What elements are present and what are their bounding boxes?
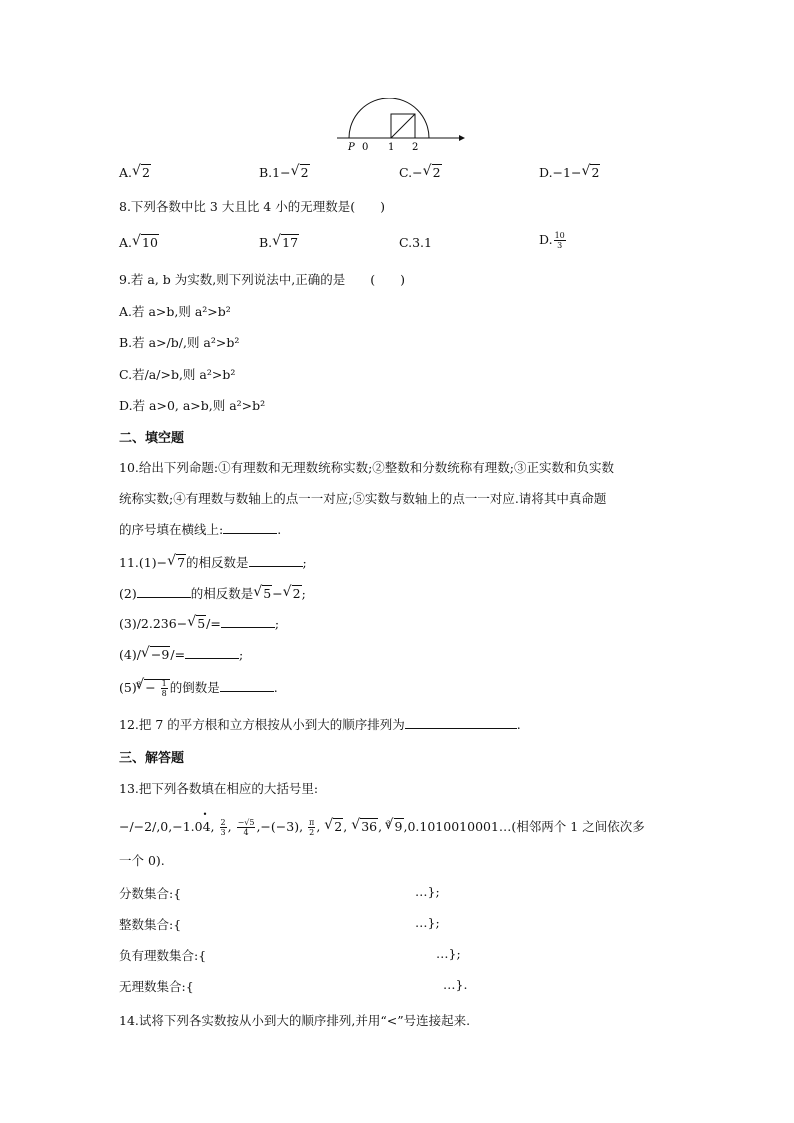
q11-part-2-blank[interactable]: [137, 585, 191, 598]
q12-answer-blank[interactable]: [405, 716, 517, 729]
q11-part-5-blank[interactable]: [220, 679, 274, 692]
q9-option-b[interactable]: B.若 a>/b/,则 a²>b²: [119, 335, 240, 350]
q7-option-b[interactable]: B.1−√ 2: [259, 165, 310, 180]
label-one: 1: [388, 142, 395, 153]
set-integers-label: 整数集合:{: [119, 917, 182, 932]
set-fractions-label: 分数集合:{: [119, 886, 182, 901]
label-p: P: [348, 142, 355, 153]
fraction-two-thirds: $\frac{2}{3}$: [220, 818, 226, 837]
fraction-pi-over-2: $\frac{\pi}{2}$: [309, 818, 315, 837]
set-irrationals-label: 无理数集合:{: [119, 979, 194, 994]
q11-part-5: $(5)^3√$ − $\frac{1}{8}$ 的倒数是 .: [119, 678, 278, 698]
q11-part-4-blank[interactable]: [185, 646, 239, 659]
q11-part-1-blank[interactable]: [249, 554, 303, 567]
section-heading-fill-blank: 二、填空题: [119, 431, 185, 446]
q13-number-list-tail: 一个 0).: [119, 853, 165, 868]
q8-option-b[interactable]: B.√ 17: [259, 235, 299, 250]
semicircle-arc: [349, 98, 429, 138]
q7-option-c[interactable]: C.−√ 2: [399, 165, 442, 180]
q9-option-c[interactable]: C.若/a/>b,则 a²>b²: [119, 367, 236, 382]
q10-line-3: 的序号填在横线上: .: [119, 522, 282, 537]
q10-answer-blank[interactable]: [223, 521, 277, 534]
q9-option-a[interactable]: A.若 a>b,则 a²>b²: [119, 304, 231, 319]
set-irrationals-end: …}.: [443, 977, 468, 992]
q13-number-list: −/−2/,0,−1.0• 4, $\frac{2}{3}$ , $\frac{-√5}{4}$ ,−(−3), $\frac{\pi}{2}$ , √ 2, √ 36, $^3$√ 9,0.1010010001…(相邻两个 1 之间依次多: [119, 817, 645, 837]
q11-part-1: 11.(1)−√ 7的相反数是 ;: [119, 553, 307, 571]
number-line-figure: [335, 98, 465, 154]
q11-part-3: (3)/2.236−√ 5/= ;: [119, 615, 279, 631]
fraction-one-eighth: $\frac{1}{8}$: [161, 679, 167, 698]
set-integers-end: …};: [415, 915, 440, 930]
label-zero: 0: [362, 142, 369, 153]
fraction-ten-thirds: $\frac{10}{3}$: [554, 231, 565, 250]
q7-option-d[interactable]: D.−1−√ 2: [539, 165, 600, 180]
q8-option-c[interactable]: C.3.1: [399, 235, 432, 250]
fraction-neg-root5-over-4: $\frac{-√5}{4}$: [237, 818, 255, 837]
q10-line-2: 统称实数;④有理数与数轴上的点一一对应;⑤实数与数轴上的点一一对应.请将其中真命题: [119, 491, 607, 506]
q9-option-d[interactable]: D.若 a>0, a>b,则 a²>b²: [119, 398, 266, 413]
q8-stem: 8.下列各数中比 3 大且比 4 小的无理数是( ): [119, 199, 385, 214]
q14-text: 14.试将下列各实数按从小到大的顺序排列,并用“<”号连接起来.: [119, 1013, 471, 1028]
q8-option-a[interactable]: A.√ 10: [119, 235, 159, 250]
q9-stem: 9.若 a, b 为实数,则下列说法中,正确的是 ( ): [119, 272, 405, 287]
set-negative-rationals-end: …};: [436, 946, 461, 961]
q13-stem: 13.把下列各数填在相应的大括号里:: [119, 781, 319, 796]
label-two: 2: [412, 142, 419, 153]
set-fractions-end: …};: [415, 884, 440, 899]
square-diagonal: [391, 114, 415, 138]
number-line-arrow: [459, 135, 465, 141]
q12-text: 12.把 7 的平方根和立方根按从小到大的顺序排列为 .: [119, 717, 521, 732]
q11-part-2: (2) 的相反数是√ 5−√ 2;: [119, 584, 306, 602]
set-negative-rationals-label: 负有理数集合:{: [119, 948, 207, 963]
section-heading-answer: 三、解答题: [119, 751, 185, 766]
q11-part-3-blank[interactable]: [221, 615, 275, 628]
q10-line-1: 10.给出下列命题:①有理数和无理数统称实数;②整数和分数统称有理数;③正实数和负实数: [119, 460, 615, 475]
q8-option-d[interactable]: D. $\frac{10}{3}$: [539, 231, 565, 250]
q11-part-4: (4)/√ −9/= ;: [119, 646, 243, 662]
q7-option-a[interactable]: A.√ 2: [119, 165, 151, 180]
